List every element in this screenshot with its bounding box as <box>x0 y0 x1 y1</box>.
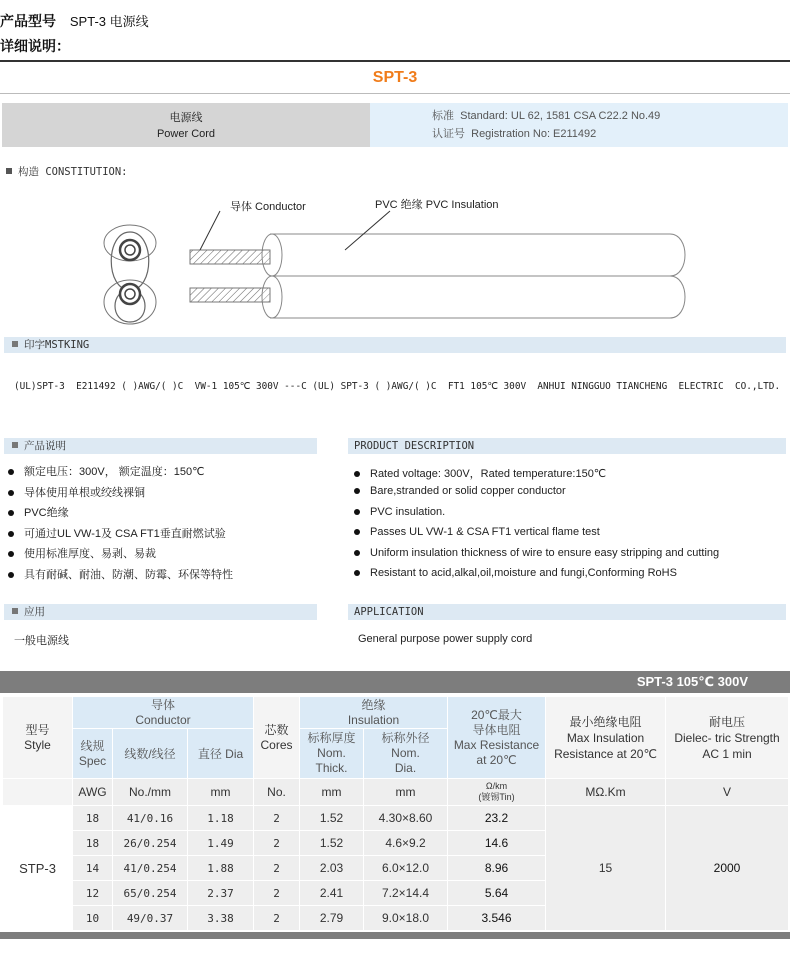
list-item: 使用标准厚度、易剥、易裁 <box>8 545 233 566</box>
header-cores: 芯数 Cores <box>254 697 300 779</box>
product-name-cn: 电源线 <box>169 112 203 124</box>
product-name-box <box>2 103 370 147</box>
table-row: STP-3 18 41/0.16 1.18 2 1.52 4.30×8.60 23.2 15 2000 <box>3 806 789 831</box>
list-item: Rated voltage: 300V，Rated temperature:150℃ <box>354 465 719 485</box>
cert-value: Registration No: E211492 <box>471 128 597 140</box>
list-item: 可通过UL VW-1及 CSA FT1垂直耐燃试验 <box>8 525 233 546</box>
top-divider <box>0 60 790 62</box>
table-banner: SPT-3 105℃ 300V <box>0 671 790 693</box>
unit-dia: mm <box>188 779 254 806</box>
conductor-label: 导体 Conductor <box>230 201 306 213</box>
product-model-label: 产品型号 <box>0 13 56 29</box>
cert-label: 认证号 <box>432 128 465 140</box>
spec-table <box>2 696 789 931</box>
header-insulation-resistance: 最小绝缘电阻 Max Insulation Resistance at 20℃ <box>546 697 666 779</box>
unit-voltage: V <box>666 779 789 806</box>
header-conductor: 导体 Conductor <box>73 697 254 729</box>
list-item: 额定电压：300V， 额定温度：150℃ <box>8 463 233 484</box>
table-row: 14 41/0.254 1.88 2 2.03 6.0×12.0 8.96 <box>3 856 789 881</box>
cable-side-view <box>190 211 685 318</box>
construction-heading: 构造 CONSTITUTION: <box>0 164 128 180</box>
table-footer-bar <box>0 932 790 939</box>
app-en-text: General purpose power supply cord <box>358 633 533 645</box>
product-name-en: Power Cord <box>156 128 216 140</box>
header-style: 型号 Style <box>3 697 73 779</box>
table-row: 12 65/0.254 2.37 2 2.41 7.2×14.4 5.64 <box>3 881 789 906</box>
insulation-label: PVC 绝缘 PVC Insulation <box>375 199 499 211</box>
insulation-resistance-cell: 15 <box>546 806 666 931</box>
voltage-cell: 2000 <box>666 806 789 931</box>
app-en-heading: APPLICATION <box>348 604 786 620</box>
marking-heading: 印字MSTKING <box>4 337 786 353</box>
header-insulation: 绝缘 Insulation <box>300 697 448 729</box>
desc-cn-list <box>8 463 233 587</box>
table-row: 10 49/0.37 3.38 2 2.79 9.0×18.0 3.546 <box>3 906 789 931</box>
desc-en-heading: PRODUCT DESCRIPTION <box>348 438 786 454</box>
unit-od: mm <box>364 779 448 806</box>
list-item: Passes UL VW-1 & CSA FT1 vertical flame test <box>354 526 719 546</box>
header-od: 标称外径 Nom. Dia. <box>364 729 448 779</box>
header-resistance: 20℃最大 导体电阻 Max Resistance at 20℃ <box>448 697 546 779</box>
page-title: SPT-3 <box>372 69 418 86</box>
app-cn-heading: 应用 <box>4 604 317 620</box>
style-cell: STP-3 <box>3 806 73 931</box>
unit-cores: No. <box>254 779 300 806</box>
list-item: Resistant to acid,alkal,oil,moisture and fungi,Conforming RoHS <box>354 567 719 587</box>
list-item: 导体使用单根或绞线裸铜 <box>8 484 233 505</box>
details-label: 详细说明： <box>0 38 70 54</box>
standard-label: 标准 <box>432 110 454 122</box>
list-item: Bare,stranded or solid copper conductor <box>354 485 719 505</box>
list-item: PVC insulation. <box>354 506 719 526</box>
cable-cross-section <box>104 225 156 324</box>
product-model-value: SPT-3 电源线 <box>69 14 149 29</box>
unit-insulation-resistance: MΩ.Km <box>546 779 666 806</box>
list-item: 具有耐碱、耐油、防潮、防霉、环保等特性 <box>8 566 233 587</box>
unit-thick: mm <box>300 779 364 806</box>
header-voltage: 耐电压 Dielec- tric Strength AC 1 min <box>666 697 789 779</box>
unit-resistance: Ω/km (镀锡Tin) <box>448 779 546 806</box>
title-divider <box>0 93 790 94</box>
standard-value: Standard: UL 62, 1581 CSA C22.2 No.49 <box>460 110 661 122</box>
unit-awg: AWG <box>73 779 113 806</box>
table-row: 18 26/0.254 1.49 2 1.52 4.6×9.2 14.6 <box>3 831 789 856</box>
product-model-line <box>0 11 149 31</box>
desc-en-list <box>354 465 719 587</box>
standard-box <box>370 103 788 147</box>
marking-text: (UL)SPT-3 E211492 ( )AWG/( )C VW-1 105℃ 300V ---C (UL) SPT-3 ( )AWG/( )C FT1 105℃ 300V ANHUI NINGGUO TIANCHENG ELECTRIC CO.,LTD. <box>14 381 781 392</box>
unit-strands: No./mm <box>113 779 188 806</box>
cable-diagram <box>90 190 700 330</box>
list-item: PVC绝缘 <box>8 504 233 525</box>
header-thick: 标称厚度 Nom. Thick. <box>300 729 364 779</box>
list-item: Uniform insulation thickness of wire to ensure easy stripping and cutting <box>354 547 719 567</box>
header-strands: 线数/线径 <box>113 729 188 779</box>
header-dia: 直径 Dia <box>188 729 254 779</box>
desc-cn-heading: 产品说明 <box>4 438 317 454</box>
header-awg: 线规 Spec <box>73 729 113 779</box>
app-cn-text: 一般电源线 <box>14 635 69 647</box>
